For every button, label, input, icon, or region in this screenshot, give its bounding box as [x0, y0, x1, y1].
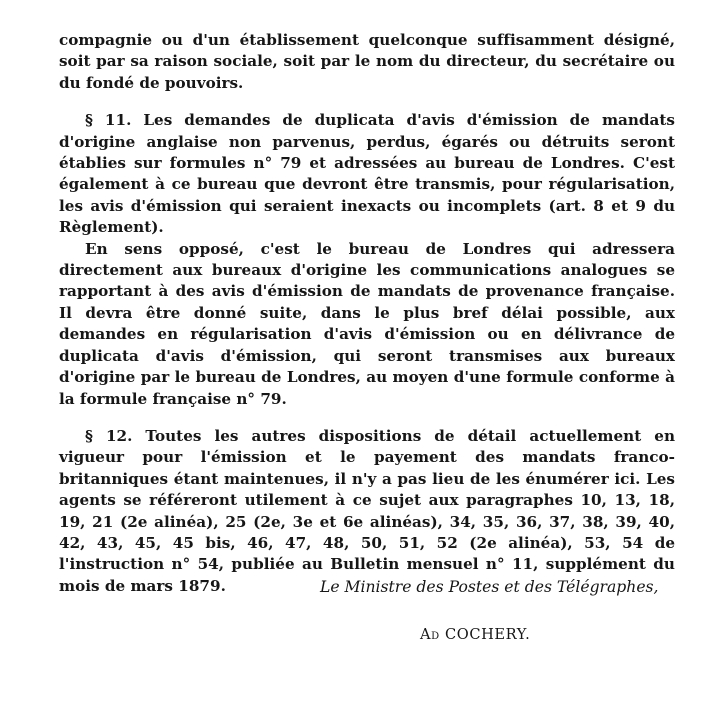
section-12-paragraph: § 12. Toutes les autres dispositions de détail actuellement en vigueur pour l'émission et le payement des mandats franco-britanniques étant maintenues, il n'y a pas lieu de les énumérer ici. Les agents se référeront utilement à ce sujet aux paragraphes 10, 13, 18, 19, 21 (2e alinéa), 25 (2e, 3e et 6e alinéas), 34, 35, 36, 37, 38, 39, 40, 42, 43, 45, 45 bis, 46, 47, 48, 50, 51, 52 (2e alinéa), 53, 54 de l'instruction n° 54, publiée au Bulletin mensuel n° 11, supplément du mois de mars 1879. [59, 426, 675, 595]
section-11-continuation-paragraph: En sens opposé, c'est le bureau de Londres qui adressera directement aux bureaux d'origine les communications analogues se rapportant à des avis d'émission de mandats de provenance française. Il devra être donné suite, dans le plus bref délai possible, aux demandes en régularisation d'avis d'émission ou en délivrance de duplicata d'avis d'émission, qui seront transmises aux bureaux d'origine par le bureau de Londres, au moyen d'une formule conforme à la formule française n° 79. [59, 239, 675, 408]
author-name: Ad COCHERY. [420, 626, 531, 643]
continuation-paragraph: compagnie ou d'un établissement quelconque suffisamment désigné, soit par sa raison sociale, soit par le nom du directeur, du secrétaire ou du fondé de pouvoirs. [59, 31, 675, 92]
signature-line: Le Ministre des Postes et des Télégraphes, [320, 578, 659, 596]
section-11-paragraph: § 11. Les demandes de duplicata d'avis d'émission de mandats d'origine anglaise non parvenus, perdus, égarés ou détruits seront établies sur formules n° 79 et adressées au bureau de Londres. C'est également à ce bureau que devront être transmis, pour régularisation, les avis d'émission qui seraient inexacts ou incomplets (art. 8 et 9 du Règlement). [59, 111, 675, 237]
document-body [59, 30, 675, 597]
